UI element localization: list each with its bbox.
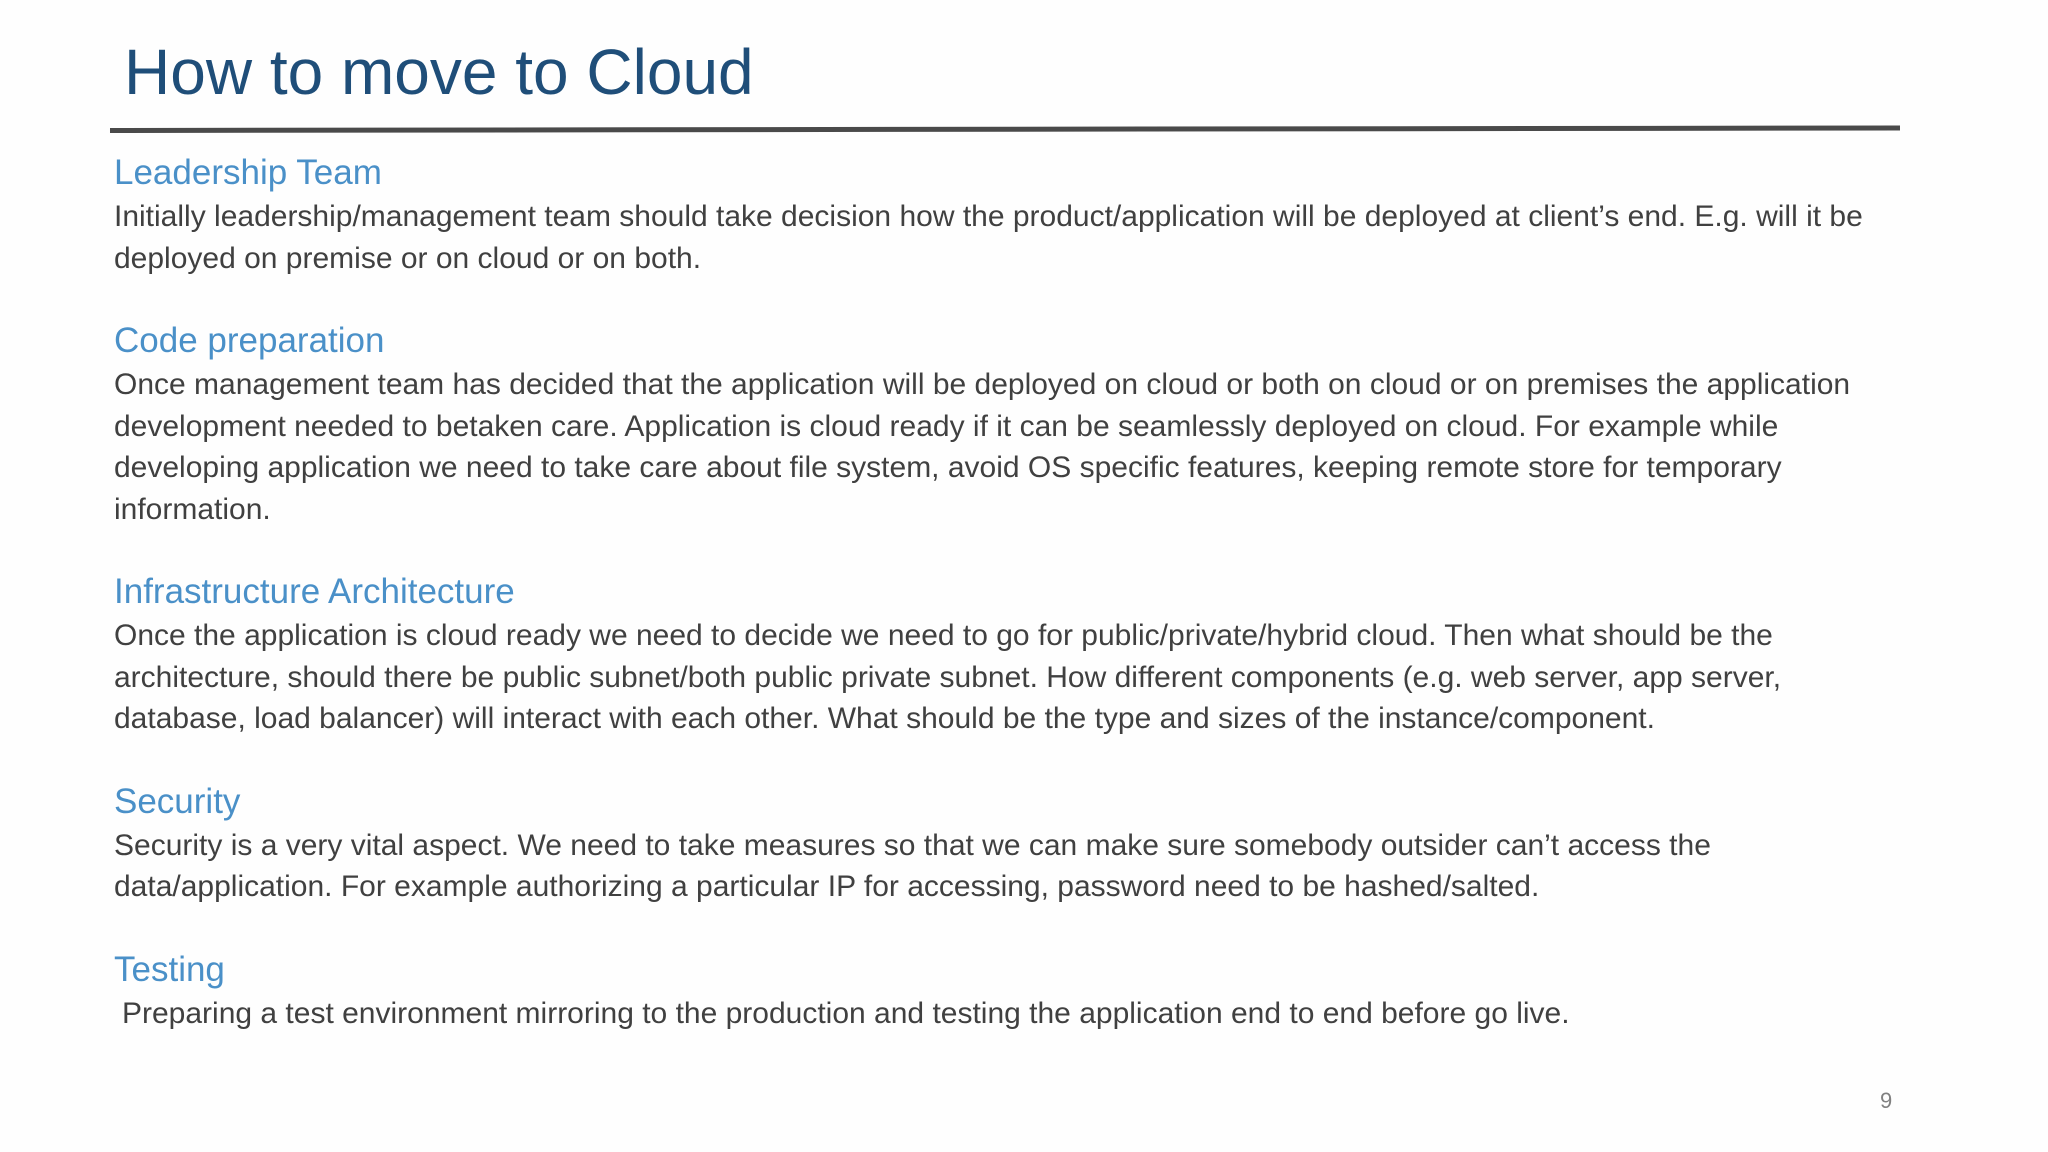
slide-content (114, 150, 1894, 1034)
section-body: Security is a very vital aspect. We need to take measures so that we can make sure somebody outsider can’t access the data/application. For example authorizing a particular IP for accessing, password need to be hashed/salted. (114, 828, 1711, 903)
section-code-preparation (114, 318, 1894, 530)
section-infrastructure-architecture (114, 569, 1894, 740)
page-number: 9 (1880, 1088, 1893, 1113)
section-body: Once the application is cloud ready we need to decide we need to go for public/private/hybrid cloud. Then what should be the architecture, should there be public subnet/both public private subnet. How different components (e.g. web server, app server, database, load balancer) will interact with each other. What should be the type and sizes of the instance/component. (114, 619, 1782, 735)
section-heading: Testing (114, 949, 225, 989)
section-heading: Code preparation (114, 321, 385, 360)
section-security (114, 779, 1894, 908)
section-body: Preparing a test environment mirroring to the production and testing the application end to end before go live. (122, 996, 1570, 1030)
title-divider (110, 126, 1900, 133)
section-heading: Infrastructure Architecture (114, 572, 515, 611)
section-testing (114, 947, 1894, 1035)
section-leadership-team (114, 150, 1894, 279)
section-heading: Security (114, 781, 241, 821)
section-heading: Leadership Team (114, 153, 382, 192)
section-body: Once management team has decided that the application will be deployed on cloud or both on cloud or on premises the application development needed to betaken care. Application is cloud ready if it can be seamlessly deployed on cloud. For example while developing application we need to take care about file system, avoid OS specific features, keeping remote store for temporary information. (114, 368, 1851, 526)
slide-title: How to move to Cloud (124, 36, 754, 108)
section-body: Initially leadership/management team should take decision how the product/application will be deployed at client’s end. E.g. will it be deployed on premise or on cloud or on both. (114, 200, 1863, 275)
